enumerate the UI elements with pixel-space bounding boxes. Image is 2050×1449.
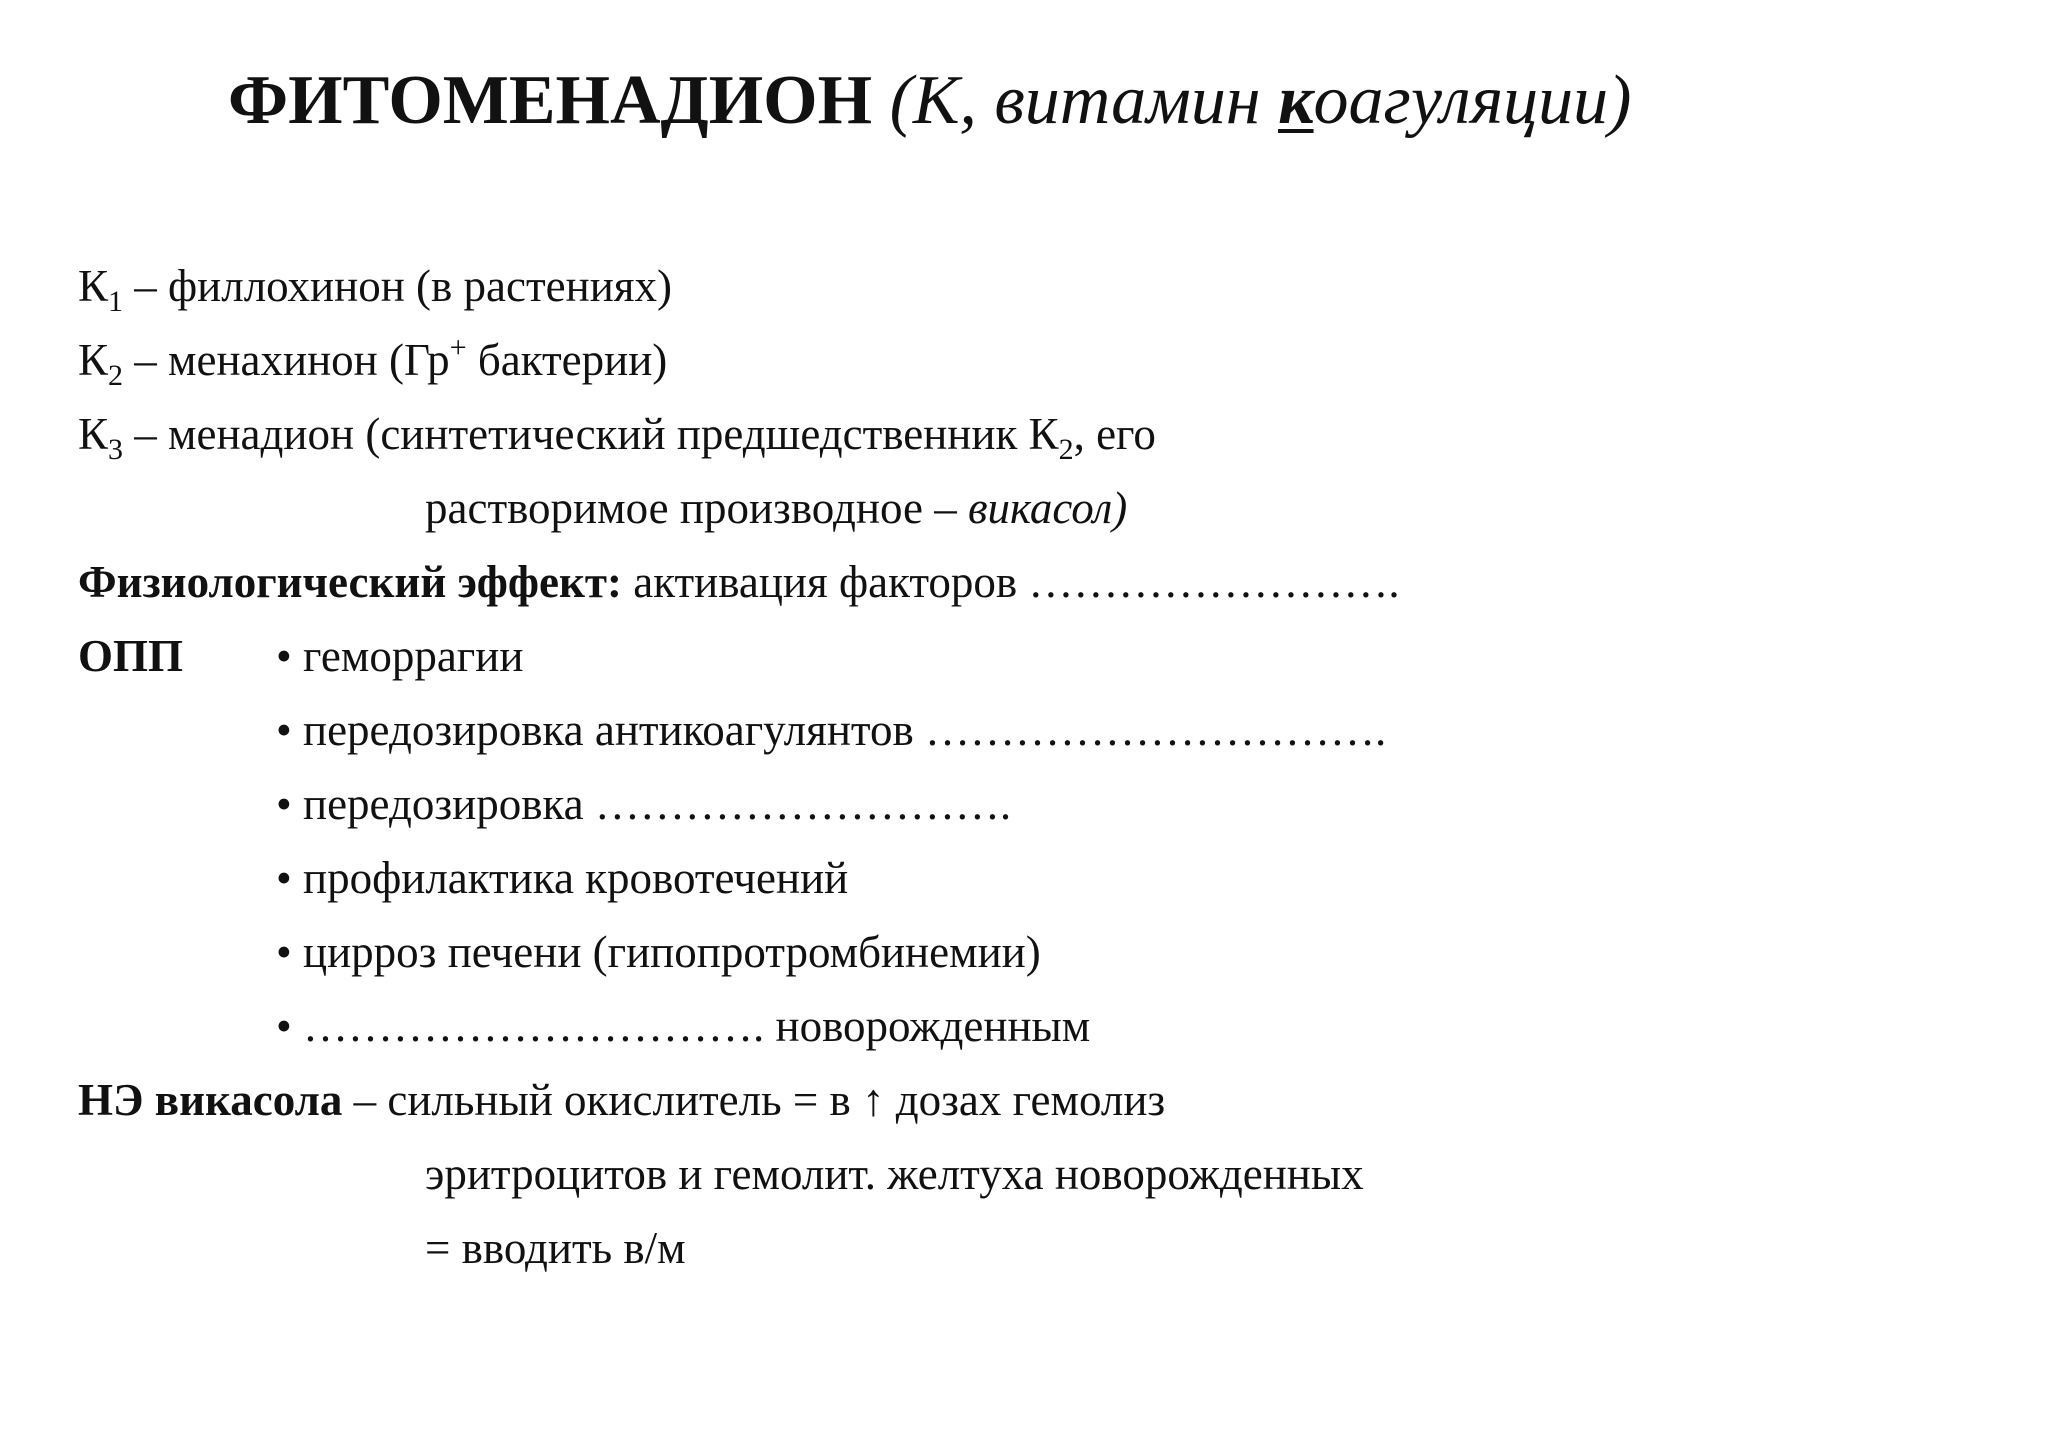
physiological-effect-line	[78, 554, 1400, 610]
title-main: ФИТОМЕНАДИОН	[228, 62, 873, 139]
side-effects-line	[78, 1072, 1165, 1128]
form-k2-line	[78, 331, 668, 392]
opp-item: • передозировка ……………………….	[276, 779, 1012, 829]
title-sub-underlined-letter: к	[1278, 62, 1314, 139]
form-k1-letter: К	[78, 261, 109, 311]
form-k3-index2: 2	[1058, 433, 1074, 466]
opp-item: • профилактика кровотечений	[276, 853, 849, 903]
opp-label: ОПП	[78, 631, 184, 681]
physiological-effect-text: активация факторов …………………….	[621, 557, 1400, 607]
form-k3-line	[78, 406, 1156, 466]
title-subtitle	[890, 62, 1632, 139]
form-k2-letter: К	[78, 335, 109, 385]
opp-item: • геморрагии	[276, 631, 524, 681]
form-k3-tail: , его	[1073, 409, 1156, 459]
form-k3-cont-text: растворимое производное –	[425, 483, 968, 533]
title-sub-close: оагуляции)	[1313, 62, 1632, 139]
form-k3-text: – менадион (синтетический предшедственник К	[123, 409, 1059, 459]
opp-item: • …………………………. новорожденным	[276, 1001, 1091, 1051]
side-effects-text: – сильный окислитель = в ↑ дозах гемолиз	[342, 1075, 1166, 1125]
form-k2-text: – менахинон (Гр	[123, 335, 450, 385]
form-k2-tail: бактерии)	[466, 335, 668, 385]
form-k1-line	[78, 258, 672, 318]
form-k2-index: 2	[108, 359, 124, 392]
opp-item: • передозировка антикоагулянтов ………………………….	[276, 705, 1387, 755]
page-title	[228, 58, 1631, 144]
form-k3-index: 3	[108, 433, 124, 466]
vikasol-italic: викасол)	[967, 483, 1128, 533]
side-effects-label: НЭ викасола	[78, 1075, 343, 1125]
side-effects-continuation-2: = вводить в/м	[425, 1223, 686, 1273]
form-k3-letter: К	[78, 409, 109, 459]
physiological-effect-label: Физиологический эффект:	[78, 557, 622, 607]
form-k1-text: – филлохинон (в растениях)	[123, 261, 672, 311]
title-sub-open: (К, витамин	[889, 62, 1279, 139]
form-k3-continuation	[425, 480, 1127, 536]
form-k2-sup: +	[449, 331, 467, 364]
opp-item: • цирроз печени (гипопротромбинемии)	[276, 927, 1041, 977]
form-k1-index: 1	[108, 285, 124, 318]
side-effects-continuation-1: эритроцитов и гемолит. желтуха новорожденных	[425, 1149, 1364, 1199]
